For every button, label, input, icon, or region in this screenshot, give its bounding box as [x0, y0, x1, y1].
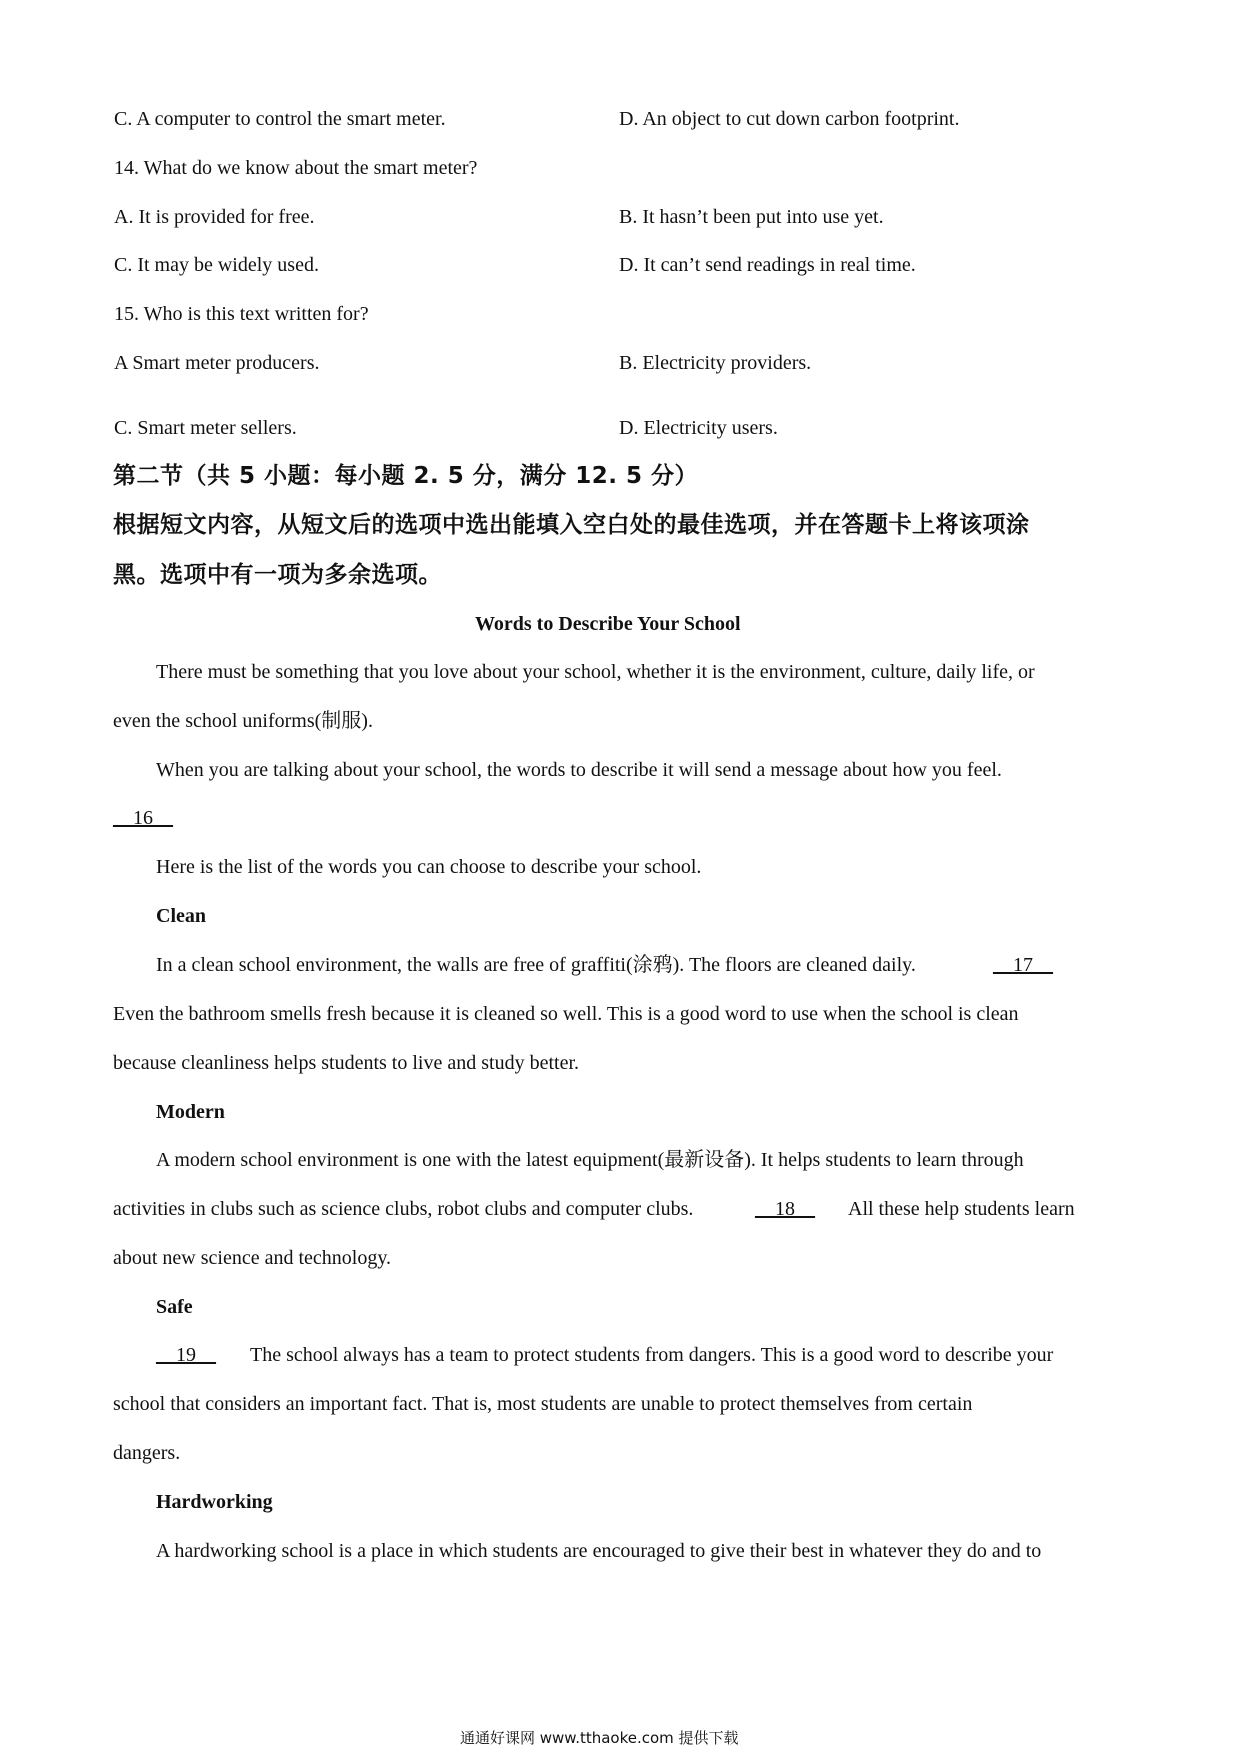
q14-option-c: C. It may be widely used. — [114, 254, 319, 276]
heading-safe: Safe — [156, 1296, 193, 1318]
footer-watermark: 通通好课网 www.tthaoke.com 提供下载 — [460, 1729, 739, 1747]
passage-title: Words to Describe Your School — [475, 613, 741, 635]
safe-line-2: school that considers an important fact. That is, most students are unable to protect themselves from certain — [113, 1393, 973, 1415]
q15-option-c: C. Smart meter sellers. — [114, 417, 297, 439]
paragraph-1-line-2: even the school uniforms(制服). — [113, 710, 373, 732]
q15-option-b: B. Electricity providers. — [619, 352, 812, 374]
modern-line-2b: All these help students learn — [848, 1198, 1075, 1220]
hardworking-line-1: A hardworking school is a place in which students are encouraged to give their best in whatever they do and to — [156, 1540, 1042, 1562]
blank-16: __16__ — [113, 807, 173, 829]
section-instruction-line1: 根据短文内容，从短文后的选项中选出能填入空白处的最佳选项，并在答题卡上将该项涂 — [113, 512, 1030, 538]
clean-line-3: because cleanliness helps students to live and study better. — [113, 1052, 579, 1074]
q14-option-a: A. It is provided for free. — [114, 206, 315, 228]
q15-option-d: D. Electricity users. — [619, 417, 778, 439]
blank-19: __19__ — [156, 1344, 216, 1366]
blank-17: __17__ — [993, 954, 1053, 976]
heading-modern: Modern — [156, 1101, 225, 1123]
q15-option-a: A Smart meter producers. — [114, 352, 320, 374]
safe-line-3: dangers. — [113, 1442, 181, 1464]
safe-line-1: The school always has a team to protect students from dangers. This is a good word to describe your — [250, 1344, 1054, 1366]
section-instruction-line2: 黑。选项中有一项为多余选项。 — [113, 562, 442, 588]
paragraph-2-line-1: When you are talking about your school, the words to describe it will send a message about how you feel. — [156, 759, 1002, 781]
q13-option-d: D. An object to cut down carbon footprint. — [619, 108, 960, 130]
modern-line-1: A modern school environment is one with the latest equipment(最新设备). It helps students to learn through — [156, 1149, 1024, 1171]
clean-line-2: Even the bathroom smells fresh because it is cleaned so well. This is a good word to use when the school is clean — [113, 1003, 1019, 1025]
q14-stem: 14. What do we know about the smart meter? — [114, 157, 478, 179]
heading-clean: Clean — [156, 905, 206, 927]
section-heading: 第二节（共 5 小题：每小题 2. 5 分，满分 12. 5 分） — [113, 463, 699, 489]
clean-line-1: In a clean school environment, the walls are free of graffiti(涂鸦). The floors are cleaned daily. — [156, 954, 916, 976]
paragraph-3: Here is the list of the words you can choose to describe your school. — [156, 856, 702, 878]
heading-hardworking: Hardworking — [156, 1491, 273, 1513]
modern-line-3: about new science and technology. — [113, 1247, 392, 1269]
q13-option-c: C. A computer to control the smart meter. — [114, 108, 446, 130]
paragraph-1-line-1: There must be something that you love about your school, whether it is the environment, culture, daily life, or — [156, 661, 1035, 683]
q15-stem: 15. Who is this text written for? — [114, 303, 369, 325]
modern-line-2a: activities in clubs such as science clubs, robot clubs and computer clubs. — [113, 1198, 694, 1220]
q14-option-d: D. It can’t send readings in real time. — [619, 254, 916, 276]
blank-18: __18__ — [755, 1198, 815, 1220]
q14-option-b: B. It hasn’t been put into use yet. — [619, 206, 884, 228]
